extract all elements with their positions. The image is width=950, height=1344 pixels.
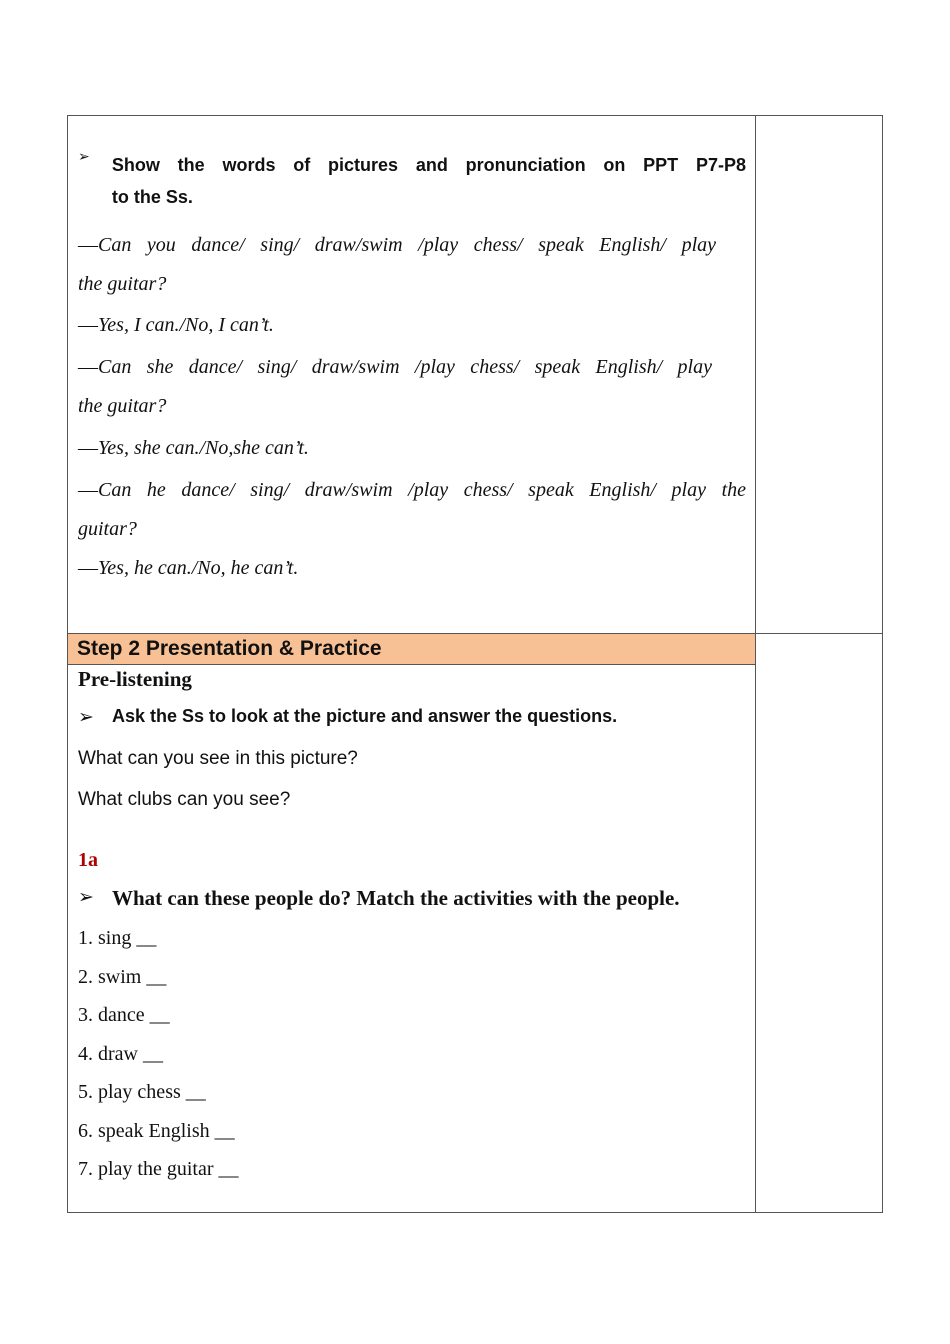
match-item: 3. dance __ <box>78 1004 170 1026</box>
bullet-line-1: Show the words of pictures and pronunciation on PPT P7-P8 <box>111 155 746 175</box>
dialog-a3: —Yes, he can./No, he can’t. <box>78 557 299 579</box>
match-item: 4. draw __ <box>78 1043 163 1065</box>
bullet-line-2: to the Ss. <box>111 187 193 207</box>
arrow-bullet-icon: ➢ <box>78 706 94 728</box>
match-item: 5. play chess __ <box>78 1081 206 1103</box>
arrow-bullet-icon: ➢ <box>78 149 90 165</box>
bullet-1a-text: What can these people do? Match the activities with the people. <box>112 886 680 910</box>
match-item: 7. play the guitar __ <box>78 1158 239 1180</box>
dialog-q2-cont: the guitar? <box>78 395 167 417</box>
dialog-q2: —Can she dance/ sing/ draw/swim /play chess/ speak English/ play <box>78 356 712 378</box>
column-divider <box>755 116 756 1212</box>
lesson-table <box>67 115 883 1213</box>
dialog-q3: —Can he dance/ sing/ draw/swim /play chess/ speak English/ play the <box>78 479 746 501</box>
pre-listening-heading: Pre-listening <box>78 667 192 691</box>
match-item: 1. sing __ <box>78 927 157 949</box>
dialog-block <box>78 226 746 588</box>
match-item: 6. speak English __ <box>78 1120 235 1142</box>
bullet-show-words <box>78 149 746 213</box>
question-2: What clubs can you see? <box>78 789 291 810</box>
question-1: What can you see in this picture? <box>78 748 358 769</box>
step2-header-bar <box>68 634 755 665</box>
bullet-ask-text: Ask the Ss to look at the picture and answer the questions. <box>112 706 618 726</box>
arrow-bullet-icon: ➢ <box>78 886 94 908</box>
dialog-a1: —Yes, I can./No, I can’t. <box>78 314 274 336</box>
dialog-q1: —Can you dance/ sing/ draw/swim /play chess/ speak English/ play <box>78 234 716 256</box>
label-1a: 1a <box>78 849 98 871</box>
bullet-1a <box>78 886 746 911</box>
dialog-q3-cont: guitar? <box>78 518 137 540</box>
dialog-q1-cont: the guitar? <box>78 273 167 295</box>
dialog-a2: —Yes, she can./No,she can’t. <box>78 437 309 459</box>
match-item: 2. swim __ <box>78 966 167 988</box>
step2-title: Step 2 Presentation & Practice <box>77 637 382 660</box>
bullet-ask-ss <box>78 706 746 728</box>
